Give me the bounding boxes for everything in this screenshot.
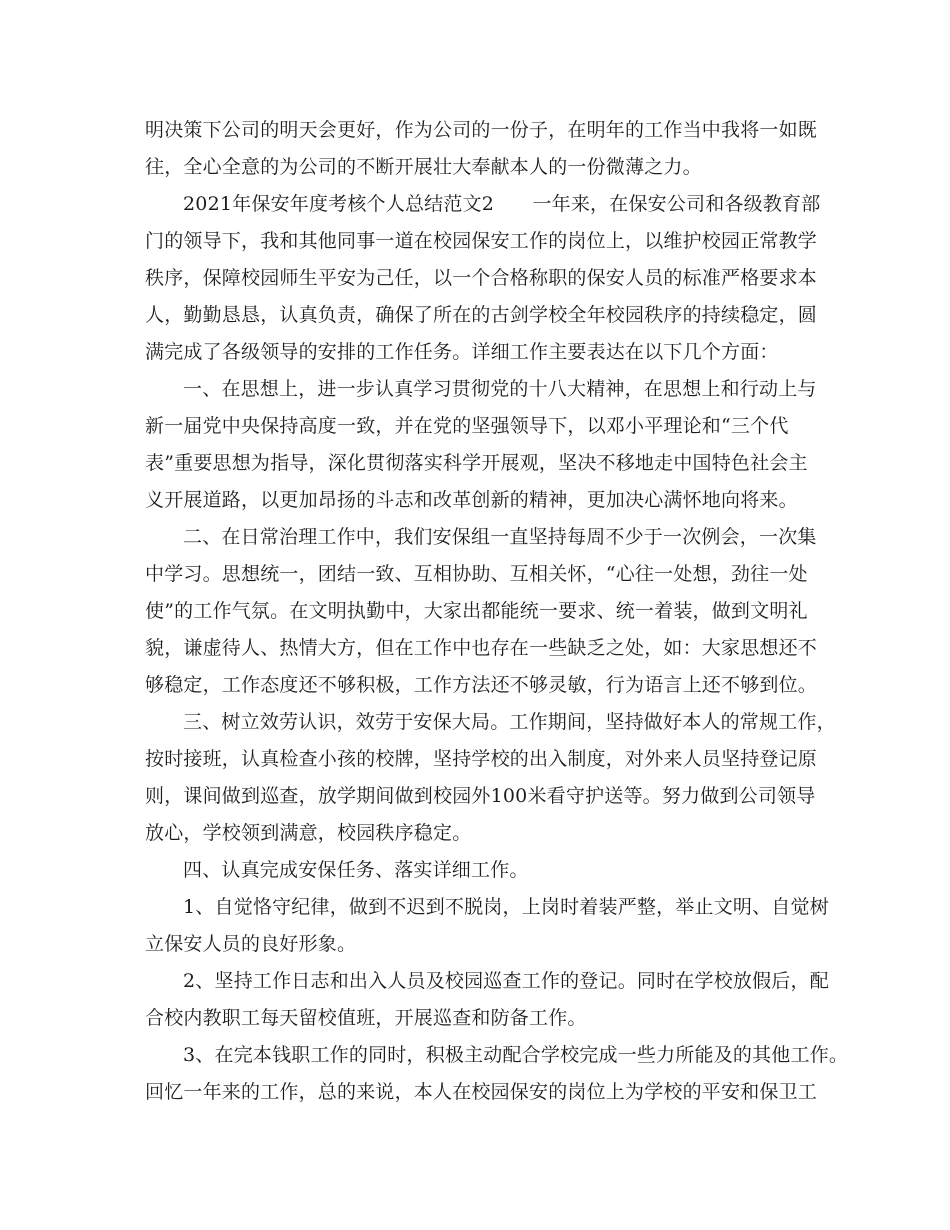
text-line: 立保安人员的良好形象。: [145, 933, 357, 955]
text-line: 放心，学校领到满意，校园秩序稳定。: [145, 822, 472, 844]
paragraph-start-line: 2、坚持工作日志和出入人员及校园巡查工作的登记。同时在学校放假后，配: [183, 970, 829, 992]
text-line: 中学习。思想统一，团结一致、互相协助、互相关怀，“心往一处想，劲往一处: [145, 563, 808, 585]
text-line: 义开展道路，以更加昂扬的斗志和改革创新的精神，更加决心满怀地向将来。: [145, 489, 798, 511]
paragraph-start-line: 一、在思想上，进一步认真学习贯彻党的十八大精神，在思想上和行动上与: [183, 378, 817, 400]
paragraph-start-line: 1、自觉恪守纪律，做到不迟到不脱岗，上岗时着装严整，举止文明、自觉树: [183, 896, 829, 918]
paragraph-start-line: 四、认真完成安保任务、落实详细工作。: [183, 859, 529, 881]
text-line: 表”重要思想为指导，深化贯彻落实科学开展观，坚决不移地走中国特色社会主: [145, 452, 808, 474]
paragraph-start-line: 二、在日常治理工作中，我们安保组一直坚持每周不少于一次例会，一次集: [183, 526, 817, 548]
text-line: 够稳定，工作态度还不够积极，工作方法还不够灵敏，行为语言上还不够到位。: [145, 674, 818, 696]
text-line: 回忆一年来的工作，总的来说，本人在校园保安的岗位上为学校的平安和保卫工: [145, 1081, 818, 1103]
text-line: 秩序，保障校园师生平安为己任，以一个合格称职的保安人员的标准严格要求本: [145, 267, 818, 289]
text-line: 则，课间做到巡查，放学期间做到校园外100米看守护送等。努力做到公司领导: [145, 785, 816, 807]
text-line: 使”的工作气氛。在文明执勤中，大家出都能统一要求、统一着装，做到文明礼: [145, 600, 808, 622]
text-line: 按时接班，认真检查小孩的校牌，坚持学校的出入制度，对外来人员坚持登记原: [145, 748, 818, 770]
text-line: 明决策下公司的明天会更好，作为公司的一份子，在明年的工作当中我将一如既: [145, 119, 818, 141]
text-line: 貌，谦虚待人、热情大方，但在工作中也存在一些缺乏之处，如：大家思想还不: [145, 637, 818, 659]
text-line: 人，勤勤恳恳，认真负责，确保了所在的古剑学校全年校园秩序的持续稳定，圆: [145, 304, 818, 326]
paragraph-start-line: 三、树立效劳认识，效劳于安保大局。工作期间，坚持做好本人的常规工作，: [183, 711, 836, 733]
text-line: 合校内教职工每天留校值班，开展巡查和防备工作。: [145, 1007, 587, 1029]
text-line: 门的领导下，我和其他同事一道在校园保安工作的岗位上，以维护校园正常教学: [145, 230, 818, 252]
text-line: 满完成了各级领导的安排的工作任务。详细工作主要表达在以下几个方面：: [145, 341, 779, 363]
section-heading-line: 2021年保安年度考核个人总结范文2 一年来，在保安公司和各级教育部: [183, 193, 821, 215]
text-line: 往，全心全意的为公司的不断开展壮大奉献本人的一份微薄之力。: [145, 156, 702, 178]
text-line: 新一届党中央保持高度一致，并在党的坚强领导下，以邓小平理论和“三个代: [145, 415, 789, 437]
paragraph-start-line: 3、在完本钱职工作的同时，积极主动配合学校完成一些力所能及的其他工作。: [183, 1044, 849, 1066]
